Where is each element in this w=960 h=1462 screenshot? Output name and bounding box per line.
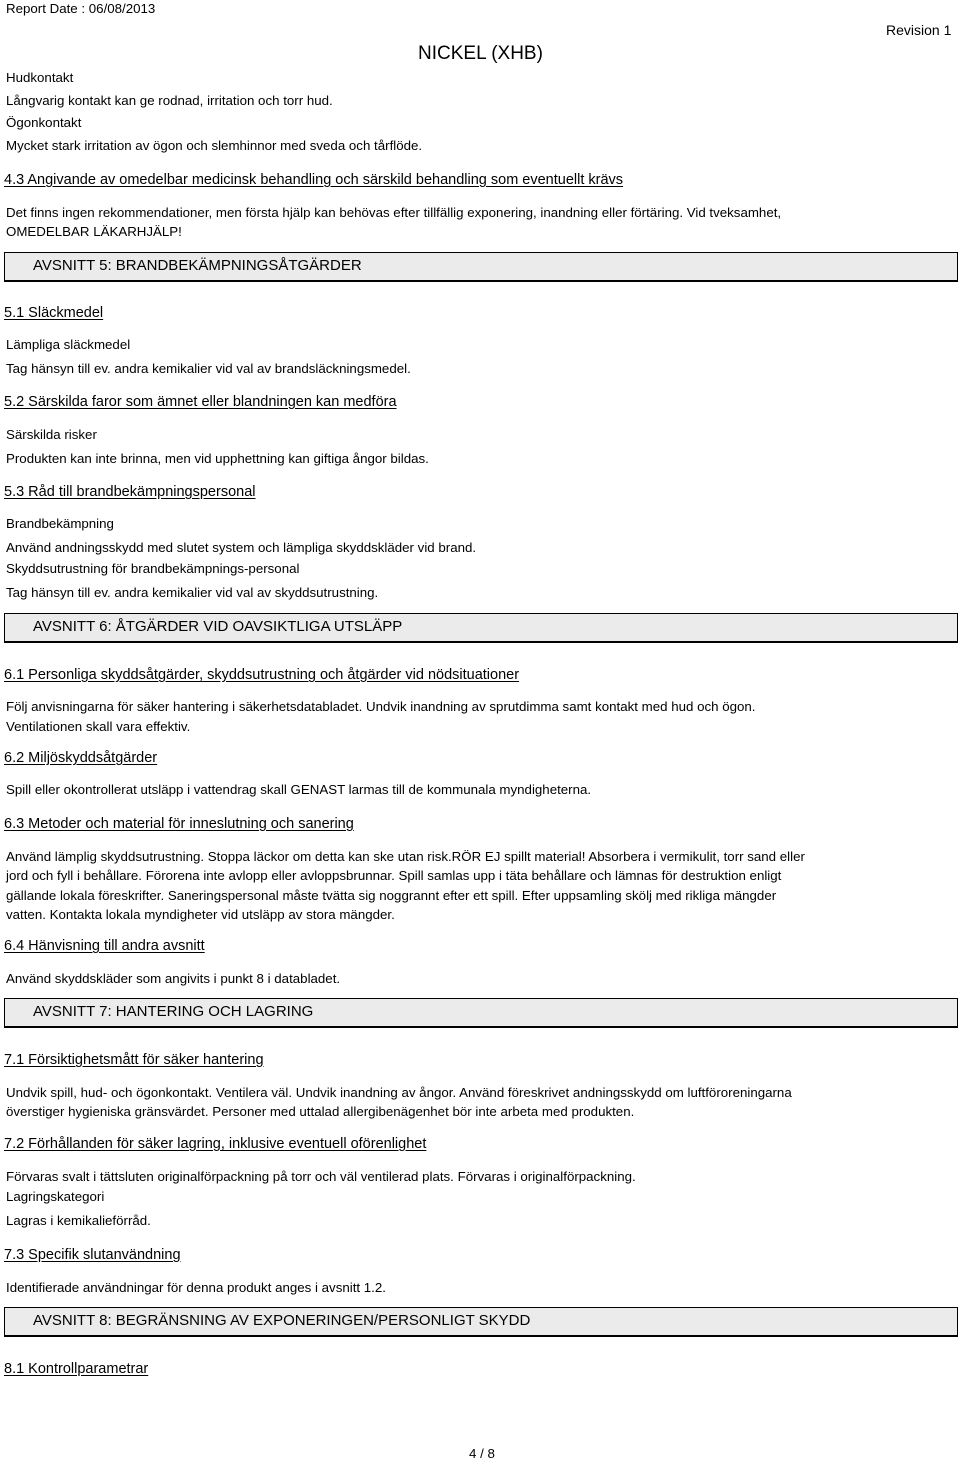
section-5-header [4,252,958,282]
heading-5-1: 5.1 Släckmedel [4,305,104,321]
report-date: Report Date : 06/08/2013 [6,1,156,16]
text-6-3-line2: jord och fyll i behållare. Förorena inte avlopp eller avloppsbrunnar. Spill samlas upp i täta behållare och lämnas för destruktion enligt [6,868,782,883]
text-7-3: Identifierade användningar för denna produkt anges i avsnitt 1.2. [6,1280,386,1295]
text-5-2: Produkten kan inte brinna, men vid upphettning kan giftiga ångor bildas. [6,451,429,466]
text-6-2: Spill eller okontrollerat utsläpp i vattendrag skall GENAST larmas till de kommunala myndigheterna. [6,782,592,797]
revision-label: Revision 1 [886,22,952,38]
text-7-1-line2: överstiger hygieniska gränsvärdet. Personer med uttalad allergibenägenhet bör inte arbeta med produkten. [6,1104,635,1119]
page-number: 4 / 8 [469,1446,495,1461]
skin-contact-label: Hudkontakt [6,70,74,85]
heading-5-3: 5.3 Råd till brandbekämpningspersonal [4,484,256,500]
label-5-3-equipment: Skyddsutrustning för brandbekämpnings-personal [6,561,300,576]
text-7-2-storage-category: Lagras i kemikalieförråd. [6,1213,151,1228]
section-6-header [4,613,958,643]
text-4-3-line2: OMEDELBAR LÄKARHJÄLP! [6,224,182,239]
eye-contact-label: Ögonkontakt [6,115,82,130]
section-6-title: AVSNITT 6: ÅTGÄRDER VID OAVSIKTLIGA UTSLÄPP [33,618,403,635]
text-5-3-equipment: Tag hänsyn till ev. andra kemikalier vid val av skyddsutrustning. [6,585,379,600]
heading-5-2: 5.2 Särskilda faror som ämnet eller blandningen kan medföra [4,394,397,410]
text-6-1-line1: Följ anvisningarna för säker hantering i säkerhetsdatabladet. Undvik inandning av sprutdimma samt kontakt med hud och ögon. [6,699,756,714]
text-6-3-line4: vatten. Kontakta lokala myndigheter vid utsläpp av stora mängder. [6,907,395,922]
text-6-1-line2: Ventilationen skall vara effektiv. [6,719,191,734]
section-7-title: AVSNITT 7: HANTERING OCH LAGRING [33,1003,314,1020]
heading-6-3: 6.3 Metoder och material för inneslutning och sanering [4,816,354,832]
product-name: NICKEL (XHB) [418,43,543,64]
text-6-3-line3: gällande lokala föreskrifter. Saneringspersonal måste tvätta sig noggrannt efter ett spill. Efter uppsamling skölj med rikliga mängder [6,888,777,903]
text-6-4: Använd skyddskläder som angivits i punkt 8 i databladet. [6,971,341,986]
text-4-3-line1: Det finns ingen rekommendationer, men första hjälp kan behövas efter tillfällig exponering, inandning eller förtäring. Vid tveksamhet, [6,205,782,220]
text-7-1-line1: Undvik spill, hud- och ögonkontakt. Ventilera väl. Undvik inandning av ångor. Använd föreskrivet andningsskydd om luftföroreningarna [6,1085,792,1100]
label-5-1: Lämpliga släckmedel [6,337,131,352]
heading-6-2: 6.2 Miljöskyddsåtgärder [4,750,158,766]
heading-6-1: 6.1 Personliga skyddsåtgärder, skyddsutrustning och åtgärder vid nödsituationer [4,667,520,683]
heading-6-4: 6.4 Hänvisning till andra avsnitt [4,938,205,954]
heading-7-1: 7.1 Försiktighetsmått för säker hantering [4,1052,264,1068]
heading-7-2: 7.2 Förhållanden för säker lagring, inklusive eventuell oförenlighet [4,1136,427,1152]
text-5-1: Tag hänsyn till ev. andra kemikalier vid val av brandsläckningsmedel. [6,361,411,376]
text-5-3-firefighting: Använd andningsskydd med slutet system och lämpliga skyddskläder vid brand. [6,540,477,555]
text-6-3-line1: Använd lämplig skyddsutrustning. Stoppa läckor om detta kan ske utan risk.RÖR EJ spillt material! Absorbera i vermikulit, torr sand eller [6,849,805,864]
label-5-3-firefighting: Brandbekämpning [6,516,114,531]
heading-4-3: 4.3 Angivande av omedelbar medicinsk behandling och särskild behandling som eventuellt krävs [4,172,624,188]
skin-contact-text: Långvarig kontakt kan ge rodnad, irritation och torr hud. [6,93,333,108]
heading-7-3: 7.3 Specifik slutanvändning [4,1247,181,1263]
section-8-title: AVSNITT 8: BEGRÄNSNING AV EXPONERINGEN/PERSONLIGT SKYDD [33,1312,531,1329]
section-8-header [4,1307,958,1337]
label-5-2: Särskilda risker [6,427,97,442]
heading-8-1: 8.1 Kontrollparametrar [4,1361,149,1377]
eye-contact-text: Mycket stark irritation av ögon och slemhinnor med sveda och tårflöde. [6,138,423,153]
section-7-header [4,998,958,1028]
label-7-2-storage-category: Lagringskategori [6,1189,105,1204]
section-5-title: AVSNITT 5: BRANDBEKÄMPNINGSÅTGÄRDER [33,257,362,274]
text-7-2: Förvaras svalt i tättsluten originalförpackning på torr och väl ventilerad plats. Förvaras i originalförpackning. [6,1169,636,1184]
